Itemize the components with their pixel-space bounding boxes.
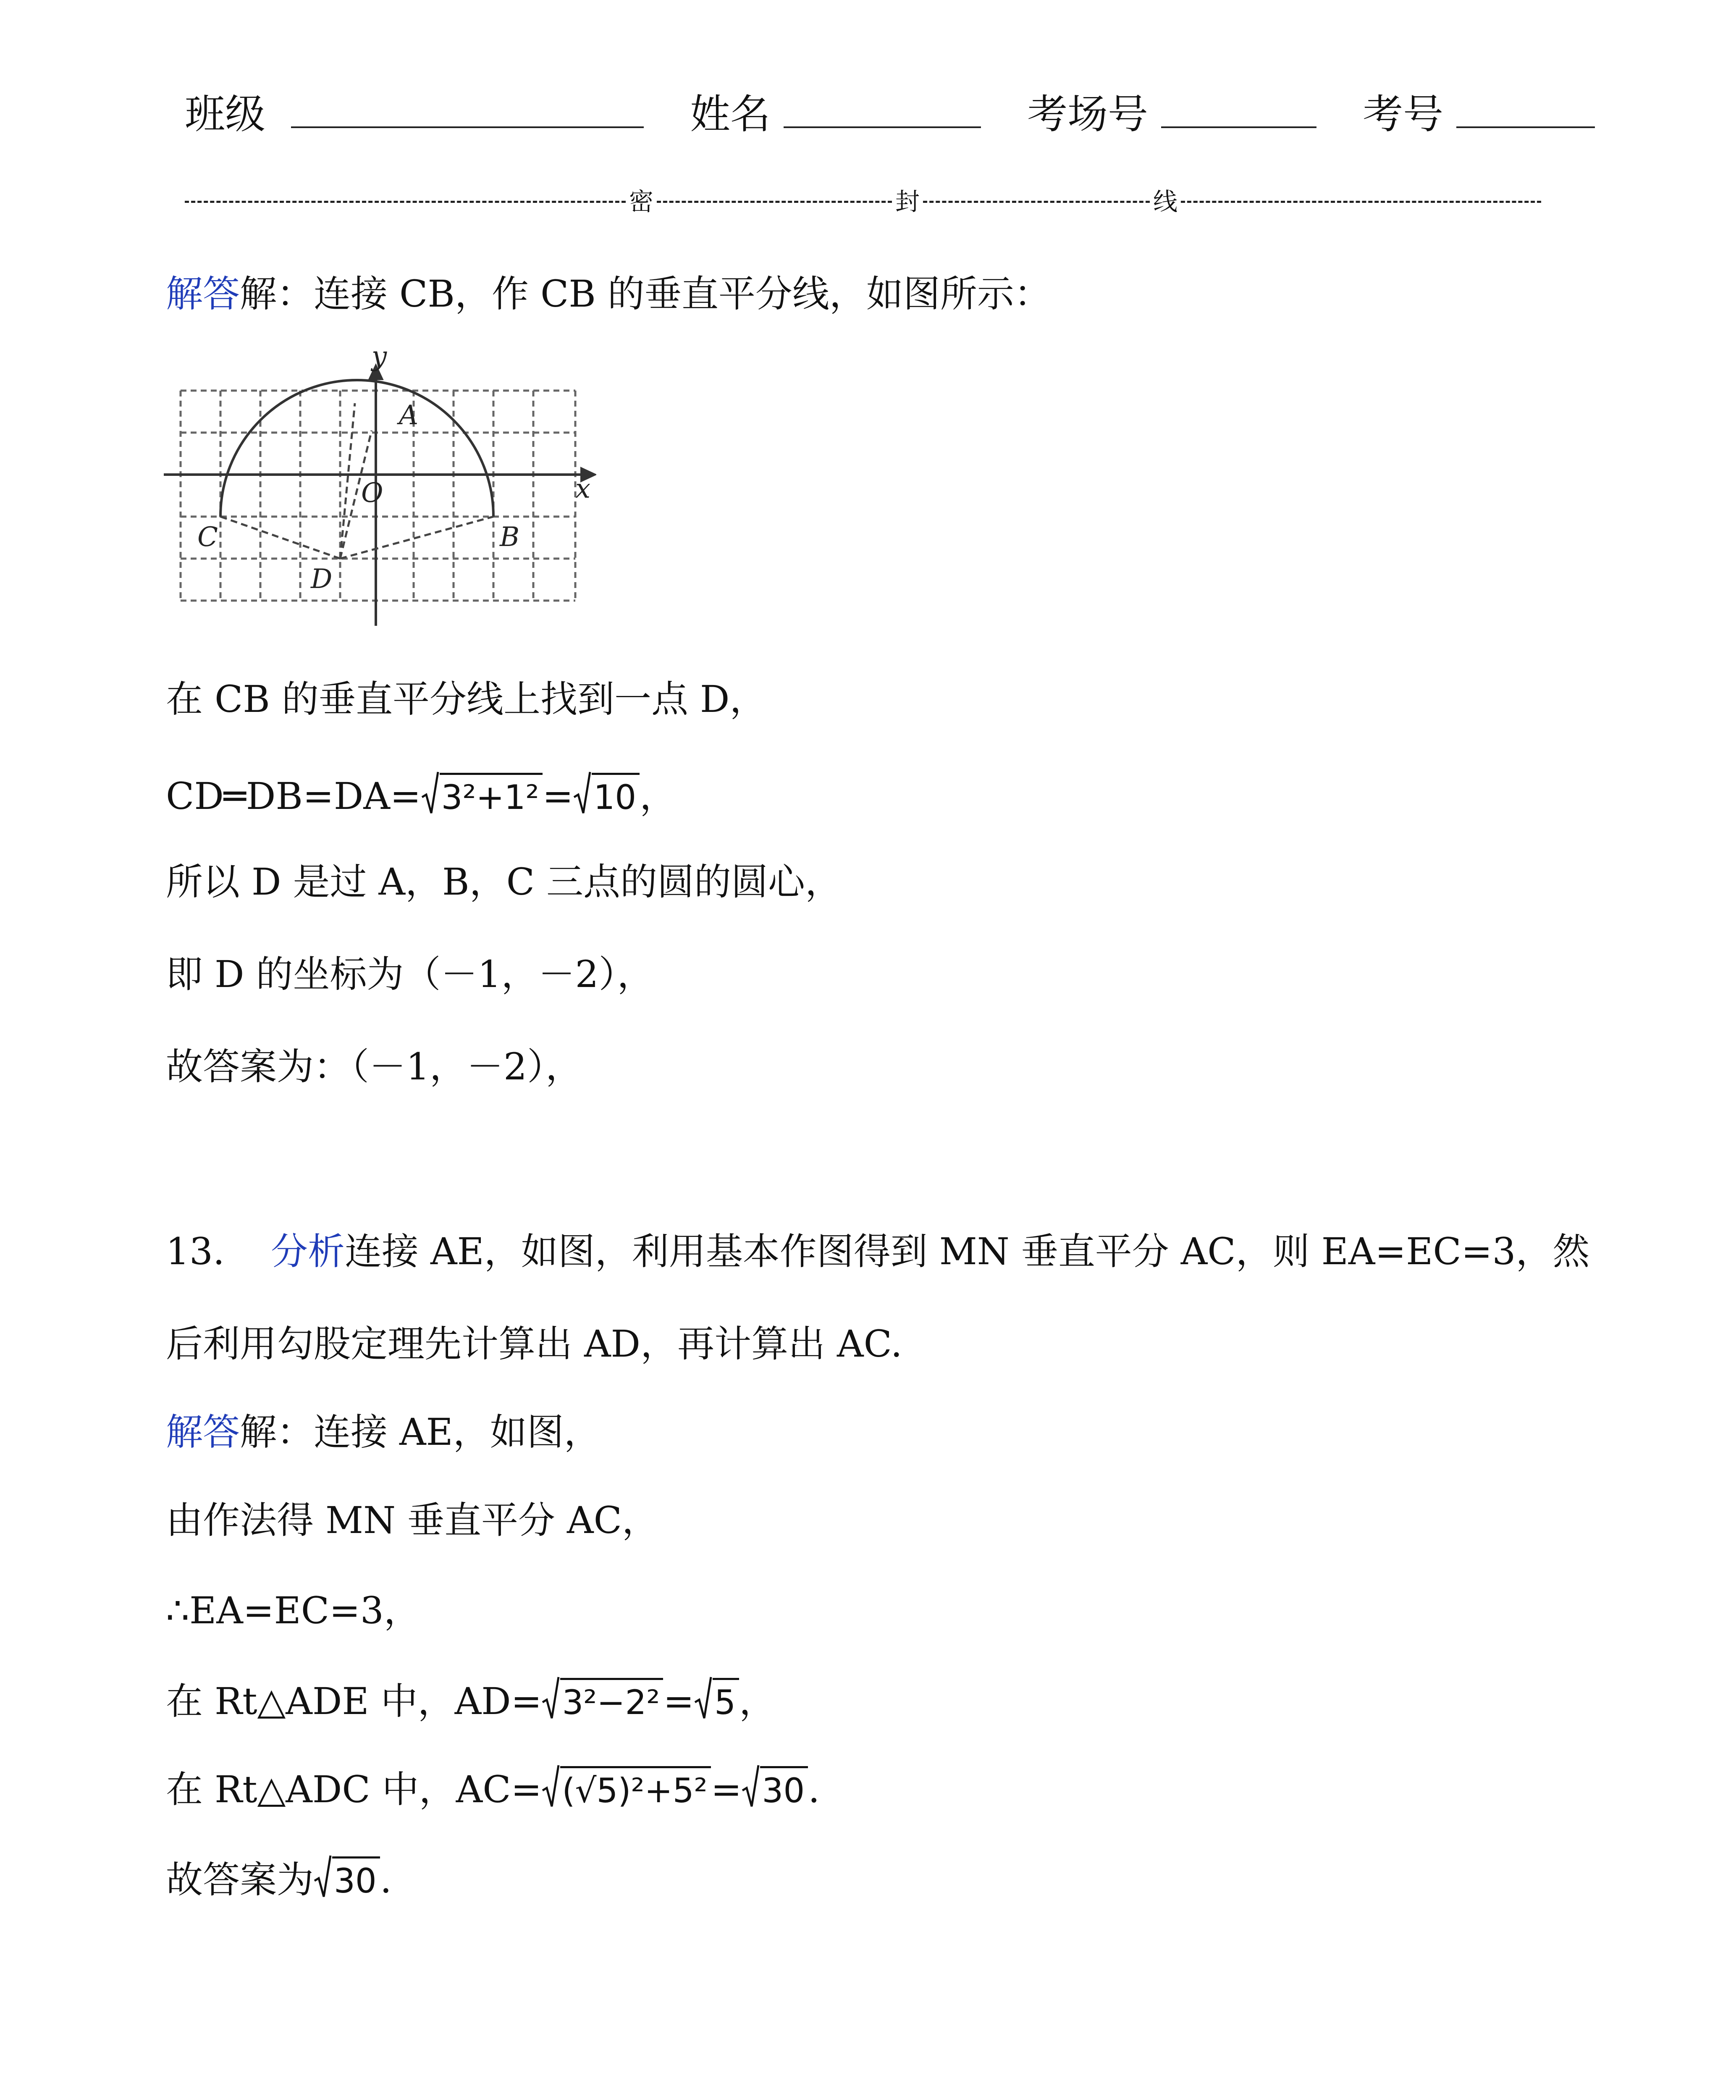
q13-line3: 在 Rt△ADE 中，AD= 3²−2²= 5，	[166, 1678, 776, 1724]
q13-line5: 故答案为 30.	[166, 1856, 392, 1902]
radical-icon	[542, 1676, 560, 1722]
name-label: 姓名	[690, 91, 771, 138]
q12-line1: 在 CB 的垂直平分线上找到一点 D，	[166, 677, 767, 721]
radical-icon	[314, 1855, 332, 1901]
q13-answer-tag: 解答	[166, 1410, 240, 1454]
label-a: A	[399, 400, 419, 431]
sqrt-30: 30	[742, 1766, 808, 1812]
number-blank[interactable]	[1456, 86, 1595, 128]
q13-answer-text: 解：连接 AE，如图，	[240, 1410, 601, 1454]
seal-line	[185, 185, 1541, 218]
name-blank[interactable]	[784, 86, 981, 128]
radical-icon	[573, 771, 592, 817]
sqrt-3sq-minus-2sq: 3²−2²	[542, 1678, 663, 1724]
q13-analysis-line2: 后利用勾股定理先计算出 AD，再计算出 AC.	[166, 1322, 902, 1365]
q13-analysis-text1: 连接 AE，如图，利用基本作图得到 MN 垂直平分 AC，则 EA=EC=3，然	[344, 1230, 1590, 1273]
seal-feng: 封	[895, 187, 920, 216]
q13-line2: ∴EA=EC=3，	[166, 1589, 421, 1632]
q12-line2-prefix: CD═DB=DA=	[166, 774, 421, 818]
q12-line4: 即 D 的坐标为（－1，－2），	[166, 953, 654, 996]
q13-number: 13.	[166, 1230, 225, 1273]
radical-icon	[742, 1764, 760, 1811]
seal-mi: 密	[629, 187, 654, 216]
radical-icon	[694, 1676, 713, 1722]
label-b: B	[500, 522, 520, 553]
sqrt-root5sq-plus-5sq: (√5)²+5²	[542, 1766, 711, 1812]
room-blank[interactable]	[1161, 86, 1316, 128]
q12-answer-text: 解：连接 CB，作 CB 的垂直平分线，如图所示：	[240, 272, 1051, 315]
q12-line3: 所以 D 是过 A，B，C 三点的圆的圆心，	[166, 860, 842, 903]
q13-analysis-tag: 分析	[270, 1230, 345, 1273]
q13-line1: 由作法得 MN 垂直平分 AC，	[166, 1499, 659, 1542]
header-fields	[185, 86, 1595, 138]
q12-line5: 故答案为：（－1，－2），	[166, 1045, 582, 1088]
class-label: 班级	[185, 91, 265, 138]
q12-answer-heading	[166, 273, 1051, 315]
radical-icon	[421, 771, 440, 817]
sqrt-5: 5	[694, 1678, 739, 1724]
seal-xian: 线	[1153, 187, 1178, 216]
label-d: D	[311, 564, 333, 595]
sqrt-3sq-plus-1sq: 3²+1²	[421, 773, 543, 819]
room-label: 考场号	[1027, 91, 1149, 138]
number-label: 考号	[1363, 91, 1444, 138]
q12-answer-tag: 解答	[166, 272, 240, 315]
sqrt-30-final: 30	[314, 1856, 380, 1902]
label-c: C	[197, 522, 218, 553]
q12-line2: CD═DB=DA= 3²+1²= 10，	[166, 773, 677, 819]
label-x: x	[575, 473, 591, 504]
coordinate-figure	[160, 340, 596, 643]
q13-answer-heading	[166, 1411, 601, 1453]
label-y: y	[372, 341, 387, 372]
q13-line4: 在 Rt△ADC 中，AC= (√5)²+5²= 30.	[166, 1766, 820, 1812]
label-o: O	[361, 478, 383, 509]
radical-icon	[542, 1764, 560, 1811]
sqrt-10: 10	[573, 773, 640, 819]
class-blank[interactable]	[291, 86, 644, 128]
q13-analysis-line1	[166, 1231, 1589, 1273]
